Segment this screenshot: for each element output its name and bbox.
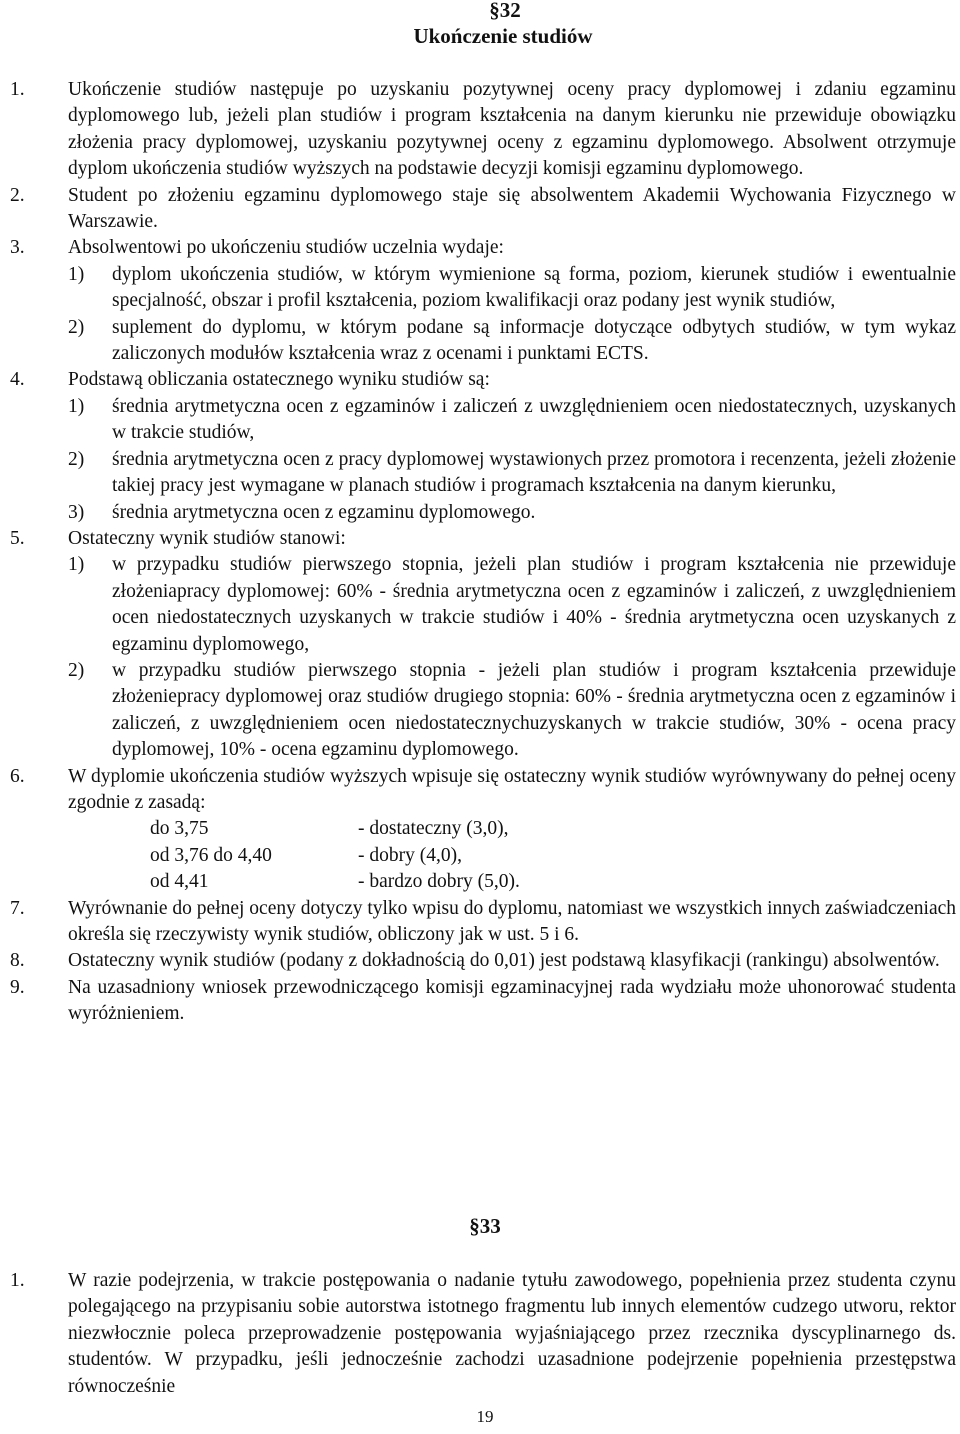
paragraph-number: 9. <box>10 976 25 998</box>
list-item-number: 2) <box>68 316 85 338</box>
grade-range: do 3,75 <box>150 818 209 840</box>
grade-table <box>150 816 520 895</box>
paragraph-number: 7. <box>10 897 25 919</box>
list-item <box>68 500 956 526</box>
paragraph-3 <box>10 235 956 367</box>
section-33-body <box>10 1268 956 1400</box>
grade-value: - dostateczny (3,0), <box>358 818 509 840</box>
grade-range: od 3,76 do 4,40 <box>150 844 272 866</box>
table-row <box>150 816 520 842</box>
paragraph-text: Ostateczny wynik studiów stanowi: <box>68 527 346 549</box>
table-row <box>150 869 520 895</box>
list-item <box>68 552 956 658</box>
paragraph-number: 2. <box>10 184 25 206</box>
paragraph-4 <box>10 367 956 525</box>
paragraph-2 <box>10 183 956 236</box>
paragraph-7 <box>10 896 956 949</box>
paragraph-number: 1. <box>10 1270 25 1291</box>
list-item <box>68 447 956 500</box>
paragraph-text: Na uzasadniony wniosek przewodniczącego komisji egzaminacyjnej rada wydziału może uhonorować studenta wyróżnieniem. <box>68 976 956 1025</box>
list-item <box>68 315 956 368</box>
paragraph-text: Student po złożeniu egzaminu dyplomowego staje się absolwentem Akademii Wychowania Fizycznego w Warszawie. <box>68 184 956 233</box>
list-item-number: 2) <box>68 448 85 470</box>
paragraph-text: Ukończenie studiów następuje po uzyskaniu pozytywnej oceny pracy dyplomowej i zdaniu egzaminu dyplomowego lub, jeżeli plan studiów i program kształcenia na danym kierunku nie przewiduje obowiązku złożenia pracy dyplomowej, uzyskaniu pozytywnej oceny z egzaminu dyplomowego. Absolwent otrzymuje dyplom ukończenia studiów wyższych na podstawie decyzji komisji egzaminu dyplomowego. <box>68 79 956 180</box>
table-row <box>150 843 520 869</box>
paragraph-number: 6. <box>10 765 25 787</box>
paragraph-number: 3. <box>10 237 25 259</box>
paragraph-number: 4. <box>10 369 25 391</box>
grade-value: - bardzo dobry (5,0). <box>358 871 520 893</box>
list-item-number: 2) <box>68 659 85 681</box>
paragraph-8 <box>10 948 956 974</box>
list-item <box>68 394 956 447</box>
list-item-text: w przypadku studiów pierwszego stopnia, jeżeli plan studiów i program kształcenia nie przewiduje złożeniapracy dyplomowej: 60% - średnia arytmetyczna ocen z egzaminów i zaliczeń, z uwzględnieniem ocen niedostatecznych uzyskanych w trakcie studiów i 40% - średnia arytmetyczna ocen uzyskanych z egzaminu dyplomowego, <box>112 554 956 655</box>
list-item-text: średnia arytmetyczna ocen z egzaminu dyplomowego. <box>112 501 536 523</box>
list-item-number: 1) <box>68 263 85 285</box>
paragraph-5 <box>10 526 956 764</box>
paragraph-text: W dyplomie ukończenia studiów wyższych wpisuje się ostateczny wynik studiów wyrównywany do pełnej oceny zgodnie z zasadą: <box>68 765 956 813</box>
paragraph-content <box>68 235 956 367</box>
list-item-text: dyplom ukończenia studiów, w którym wymienione są forma, poziom, kierunek studiów i ewentualnie specjalność, obszar i profil kształcenia, poziom kwalifikacji oraz podany jest wynik studiów, <box>112 263 956 312</box>
paragraph-text: Podstawą obliczania ostatecznego wyniku studiów są: <box>68 369 490 391</box>
list-item-text: w przypadku studiów pierwszego stopnia - jeżeli plan studiów i program kształcenia przewiduje złożeniepracy dyplomowej oraz studiów drugiego stopnia: 60% - średnia arytmetyczna ocen z egzaminów i zaliczeń, z uwzględnieniem ocen niedostatecznychuzyskanych w trakcie studiów, 30% - ocena pracy dyplomowej, 10% - ocena egzaminu dyplomowego. <box>112 659 956 761</box>
grade-value: - dobry (4,0), <box>358 844 462 866</box>
paragraph-text: Wyrównanie do pełnej oceny dotyczy tylko wpisu do dyplomu, natomiast we wszystkich innych zaświadczeniach określa się rzeczywisty wynik studiów, obliczony jak w ust. 5 i 6. <box>68 897 957 945</box>
page-number: 19 <box>476 1407 494 1426</box>
list-item-number: 1) <box>68 554 85 576</box>
paragraph-content <box>68 764 956 896</box>
section-32-number: §32 <box>489 0 521 22</box>
paragraph-content <box>68 367 956 525</box>
paragraph-text: Ostateczny wynik studiów (podany z dokładnością do 0,01) jest podstawą klasyfikacji (rankingu) absolwentów. <box>68 950 940 972</box>
section-32-body <box>10 77 956 1028</box>
paragraph-1 <box>10 1268 956 1400</box>
paragraph-9 <box>10 975 956 1028</box>
list-item-number: 1) <box>68 395 85 417</box>
paragraph-number: 1. <box>10 79 25 100</box>
list-item <box>68 262 956 315</box>
paragraph-6 <box>10 764 956 896</box>
grade-range: od 4,41 <box>150 871 209 893</box>
paragraph-number: 8. <box>10 950 25 972</box>
list-item-text: suplement do dyplomu, w którym podane są informacje dotyczące odbytych studiów, w tym wykaz zaliczonych modułów kształcenia wraz z ocenami i punktami ECTS. <box>112 316 956 365</box>
paragraph-1 <box>10 77 956 183</box>
paragraph-number: 5. <box>10 527 25 549</box>
section-32-title: Ukończenie studiów <box>413 24 593 48</box>
paragraph-text: W razie podejrzenia, w trakcie postępowania o nadanie tytułu zawodowego, popełnienia przez studenta czynu polegającego na przypisaniu sobie autorstwa istotnego fragmentu lub innych elementów cudzego utworu, rektor niezwłocznie poleca przeprowadzenie postępowania wyjaśniającego przez rzecznika dyscyplinarnego ds. studentów. W przypadku, jeśli jednocześnie zachodzi uzasadnione podejrzenie popełnienia przestępstwa równocześnie <box>68 1270 956 1397</box>
paragraph-content <box>68 526 956 764</box>
section-33-number: §33 <box>469 1214 501 1238</box>
paragraph-text: Absolwentowi po ukończeniu studiów uczelnia wydaje: <box>68 237 504 259</box>
list-item <box>68 658 956 764</box>
list-item-text: średnia arytmetyczna ocen z pracy dyplomowej wystawionych przez promotora i recenzenta, jeżeli złożenie takiej pracy jest wymagane w planach studiów i programach kształcenia na danym kierunku, <box>112 448 956 497</box>
list-item-number: 3) <box>68 501 85 523</box>
list-item-text: średnia arytmetyczna ocen z egzaminów i zaliczeń z uwzględnieniem ocen niedostatecznych, uzyskanych w trakcie studiów, <box>112 395 956 444</box>
